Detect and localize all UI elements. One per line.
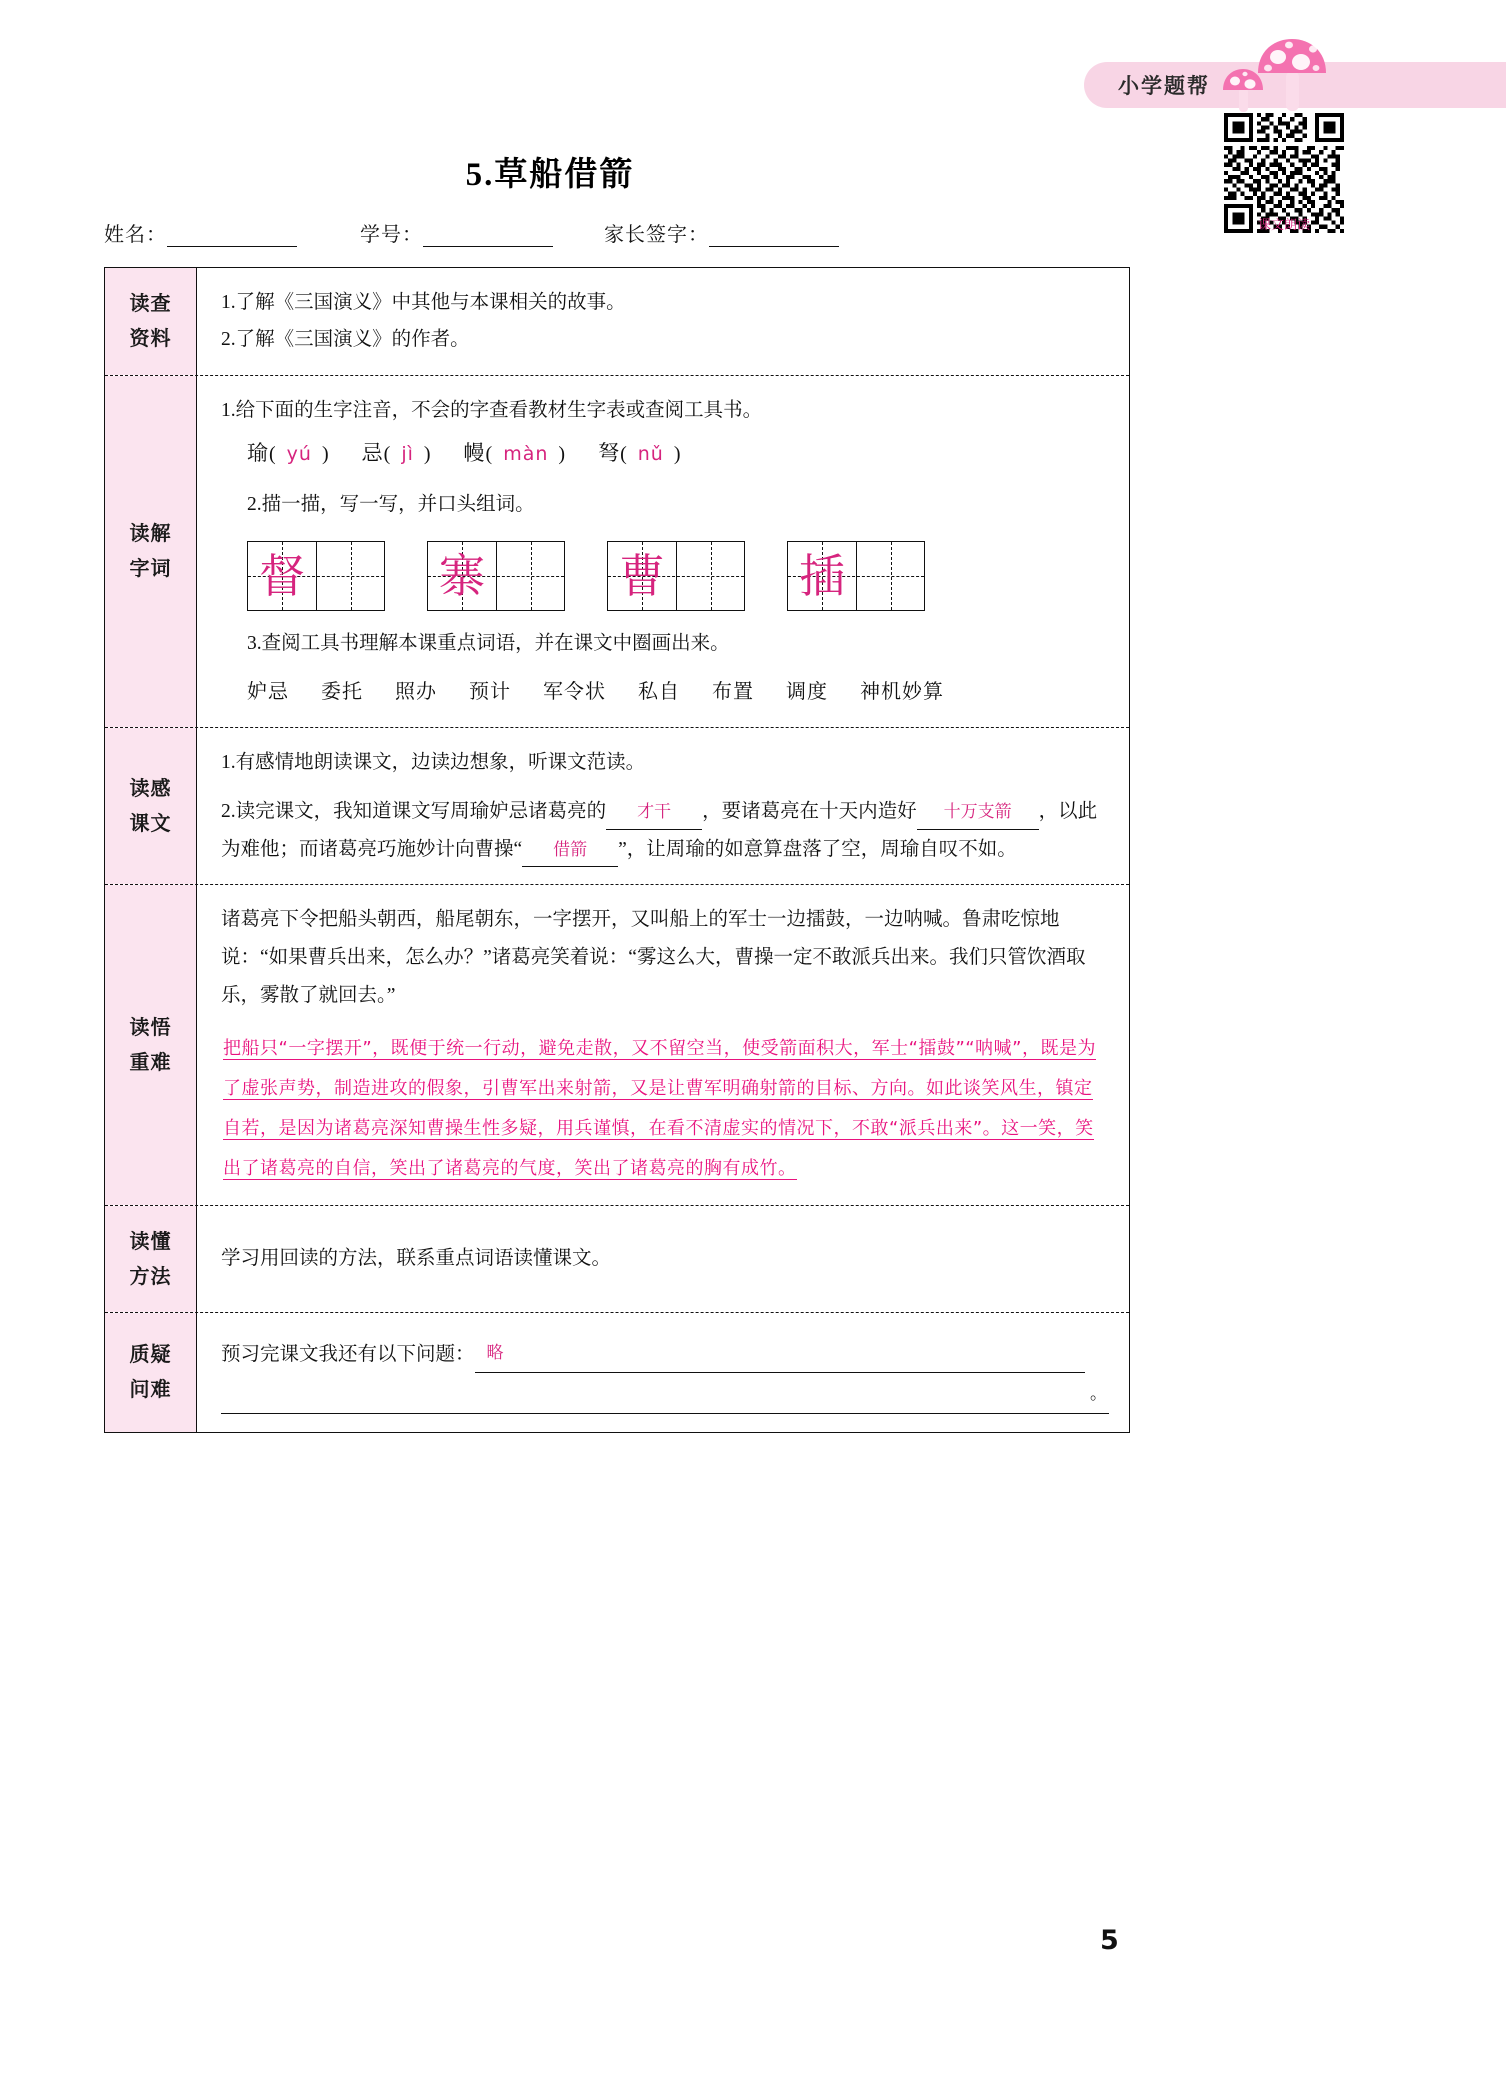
questions-answer: 略	[486, 1343, 504, 1364]
section-body-research	[197, 268, 1129, 375]
pinyin-char-4: 弩	[598, 441, 621, 466]
section-row-research	[105, 268, 1129, 376]
practice-char-2: 寨	[439, 548, 485, 603]
key-word: 布置	[712, 680, 754, 703]
comprehension-item-1: 1.有感情地朗读课文，边读边想象，听课文范读。	[221, 751, 646, 773]
section-label-research	[105, 268, 197, 375]
comprehension-item-2	[221, 793, 1109, 868]
vocab-question-1: 1.给下面的生字注音，不会的字查看教材生字表或查阅工具书。	[221, 399, 763, 421]
section-label-method	[105, 1206, 197, 1311]
cloze-blank-1[interactable]: 才干	[606, 796, 702, 830]
questions-prompt-row	[221, 1335, 1109, 1373]
key-word: 委托	[321, 680, 363, 703]
pinyin-answer-3[interactable]: màn	[503, 443, 549, 466]
cloze-text-b: ，要诸葛亮在十天内造好	[702, 801, 917, 823]
questions-prompt: 预习完课文我还有以下问题：	[221, 1343, 475, 1365]
character-grid[interactable]	[247, 541, 385, 611]
parent-signature-field[interactable]	[604, 218, 839, 247]
grid-cell-empty[interactable]	[316, 542, 384, 610]
key-word: 照办	[395, 680, 437, 703]
grid-cell-empty[interactable]	[856, 542, 924, 610]
key-word: 私自	[638, 680, 680, 703]
section-label-line2: 重难	[129, 1050, 172, 1075]
pinyin-answer-row: 瑜( yú ) 忌( jì ) 幔( màn ) 弩( nǔ )	[247, 441, 682, 466]
pinyin-char-3: 幔	[463, 441, 486, 466]
cloze-text-d: ”，让周瑜的如意算盘落了空，周瑜自叹不如。	[618, 838, 1017, 860]
section-row-method	[105, 1206, 1129, 1312]
parent-signature-label: 家长签字：	[604, 224, 709, 246]
vocab-question-3: 3.查阅工具书理解本课重点词语，并在课文中圈画出来。	[247, 633, 730, 655]
student-id-field[interactable]	[360, 218, 553, 247]
section-body-keypoints	[197, 885, 1129, 1205]
section-label-line1: 质疑	[129, 1342, 172, 1367]
grid-cell-empty[interactable]	[496, 542, 564, 610]
student-id-input-rule[interactable]	[423, 223, 553, 247]
section-label-line1: 读解	[129, 521, 172, 546]
practice-char-1: 督	[259, 548, 305, 603]
questions-answer-rule-2[interactable]	[221, 1383, 1109, 1414]
questions-end-mark: 。	[1090, 1384, 1107, 1404]
pinyin-char-1: 瑜	[247, 441, 269, 466]
cloze-text-a: 2.读完课文，我知道课文写周瑜妒忌诸葛亮的	[221, 801, 607, 823]
key-word: 调度	[786, 680, 828, 703]
section-label-comprehension	[105, 728, 197, 884]
section-label-line2: 资料	[129, 326, 172, 351]
section-body-questions	[197, 1313, 1129, 1432]
section-label-line2: 字词	[129, 556, 172, 581]
character-practice-grids	[221, 541, 1109, 611]
section-label-line2: 课文	[129, 811, 172, 836]
pinyin-char-2: 忌	[361, 441, 384, 466]
method-text: 学习用回读的方法，联系重点词语读懂课文。	[221, 1248, 612, 1270]
cloze-blank-2[interactable]: 十万支箭	[917, 796, 1039, 830]
vocab-question-2: 2.描一描，写一写，并口头组词。	[247, 493, 535, 515]
section-body-vocabulary	[197, 376, 1129, 727]
section-label-line1: 读悟	[129, 1015, 172, 1040]
section-label-line2: 问难	[129, 1377, 172, 1402]
character-grid[interactable]	[607, 541, 745, 611]
cloze-text-c: ，以此为难他；而诸葛亮巧施妙计向曹操“	[221, 801, 1098, 860]
grid-cell-empty[interactable]	[676, 542, 744, 610]
section-label-line1: 读感	[129, 776, 172, 801]
mushroom-small-icon	[1222, 68, 1264, 112]
section-label-line2: 方法	[129, 1263, 172, 1288]
page-title: 5.草船借箭	[465, 157, 635, 193]
keypoints-annotation[interactable]	[221, 1029, 1109, 1189]
research-item-1: 1.了解《三国演义》中其他与本课相关的故事。	[221, 292, 626, 313]
section-row-keypoints	[105, 885, 1129, 1206]
key-word: 军令状	[543, 680, 606, 703]
grid-cell-filled	[248, 542, 316, 610]
mushroom-large-icon	[1256, 37, 1328, 111]
section-label-vocabulary	[105, 376, 197, 727]
page-number: 5	[1100, 1925, 1119, 1956]
character-grid[interactable]	[427, 541, 565, 611]
student-id-label: 学号：	[360, 224, 423, 246]
key-word: 神机妙算	[860, 680, 944, 703]
practice-char-4: 插	[799, 548, 845, 603]
key-word: 妒忌	[247, 680, 289, 703]
section-row-questions	[105, 1313, 1129, 1432]
pinyin-answer-4[interactable]: nǔ	[637, 443, 664, 466]
grid-cell-filled	[608, 542, 676, 610]
cloze-blank-3[interactable]: 借箭	[522, 834, 618, 868]
name-field[interactable]	[104, 218, 297, 247]
section-label-keypoints	[105, 885, 197, 1205]
worksheet-table	[104, 267, 1130, 1433]
grid-cell-filled	[788, 542, 856, 610]
pinyin-answer-2[interactable]: jì	[401, 443, 414, 466]
name-label: 姓名：	[104, 224, 167, 246]
qr-caption: 课文朗读	[1257, 218, 1310, 233]
section-label-line1: 读懂	[129, 1228, 172, 1253]
section-label-line1: 读查	[129, 291, 172, 316]
section-row-vocabulary	[105, 376, 1129, 728]
parent-signature-input-rule[interactable]	[709, 223, 839, 247]
research-item-2: 2.了解《三国演义》的作者。	[221, 329, 470, 351]
practice-char-3: 曹	[619, 548, 665, 603]
annotation-text: 把船只“一字摆开”，既便于统一行动，避免走散，又不留空当，使受箭面积大，军士“擂鼓”“呐喊”，既是为了虚张声势，制造进攻的假象，引曹军出来射箭，又是让曹军明确射箭的目标、方向。如此谈笑风生，镇定自若，是因为诸葛亮深知曹操生性多疑，用兵谨慎，在看不清虚实的情况下，不敢“派兵出来”。这一笑，笑出了诸葛亮的自信，笑出了诸葛亮的气度，笑出了诸葛亮的胸有成竹。	[223, 1038, 1096, 1180]
character-grid[interactable]	[787, 541, 925, 611]
pinyin-answer-1[interactable]: yú	[286, 443, 312, 466]
key-word: 预计	[469, 680, 511, 703]
key-word-list	[221, 673, 1109, 711]
questions-answer-rule-1[interactable]	[475, 1335, 1085, 1373]
brand-label: 小学题帮	[1118, 74, 1210, 98]
section-body-comprehension	[197, 728, 1129, 884]
grid-cell-filled	[428, 542, 496, 610]
keypoints-passage: 诸葛亮下令把船头朝西，船尾朝东，一字摆开，又叫船上的军士一边擂鼓，一边呐喊。鲁肃吃惊地说：“如果曹兵出来，怎么办？”诸葛亮笑着说：“雾这么大，曹操一定不敢派兵出来。我们只管饮酒取乐，雾散了就回去。”	[221, 909, 1086, 1007]
section-label-questions	[105, 1313, 197, 1432]
section-row-comprehension	[105, 728, 1129, 885]
name-input-rule[interactable]	[167, 223, 297, 247]
section-body-method	[197, 1206, 1129, 1311]
student-info-row	[104, 218, 1004, 252]
